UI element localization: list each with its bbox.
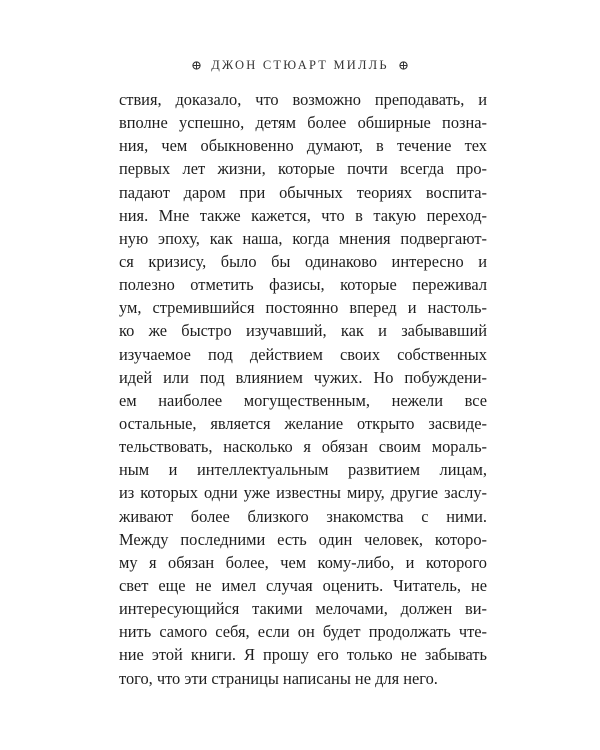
text-line: идей или под влиянием чужих. Но побуждени- [119,367,487,387]
text-line: Между последними есть один человек, которо- [119,529,487,549]
text-line: изучаемое под действием своих собственных [119,344,487,364]
text-line: ся кризису, было бы одинаково интересно и [119,251,487,271]
text-line: того, что эти страницы написаны не для него. [119,668,438,688]
text-line: остальные, является желание открыто засвиде- [119,413,487,433]
text-line: нить самого себя, если он будет продолжать чте- [119,622,487,642]
text-line: му я обязан более, чем кому-либо, и которого [119,552,487,572]
running-header [0,56,600,74]
text-line: полезно отметить фазисы, которые переживал [119,275,487,295]
text-line: ум, стремившийся постоянно вперед и настоль- [119,298,487,318]
ornament-icon [192,61,201,70]
text-line: вполне успешно, детям более обширные позна- [119,113,487,133]
text-line: интересующийся такими мелочами, должен ви- [119,599,487,619]
ornament-icon [399,61,408,70]
text-line: ние этой книги. Я прошу его только не забывать [119,645,487,665]
text-line: живают более близкого знакомства с ними. [119,506,487,526]
text-line: ную эпоху, как наша, когда мнения подвергают- [119,228,487,248]
text-line: тельствовать, насколько я обязан своим мораль- [119,437,487,457]
text-line: ным и интеллектуальным развитием лицам, [119,460,487,480]
text-line: ния. Мне также кажется, что в такую переход- [119,205,487,225]
running-header-title: ДЖОН СТЮАРТ МИЛЛЬ [211,57,389,72]
body-text [119,88,487,690]
text-line: первых лет жизни, которые почти всегда про- [119,159,487,179]
text-line: ствия, доказало, что возможно преподавать, и [119,90,487,109]
text-line: свет еще не имел случая оценить. Читатель, не [119,575,487,595]
text-line: ем наиболее могущественным, нежели все [119,390,487,410]
text-line: из которых одни уже известны миру, другие заслу- [119,483,487,503]
text-line: падают даром при обычных теориях воспита- [119,182,487,202]
text-line: ния, чем обыкновенно думают, в течение тех [119,136,487,156]
text-line: ко же быстро изучавший, как и забывавший [119,321,487,341]
